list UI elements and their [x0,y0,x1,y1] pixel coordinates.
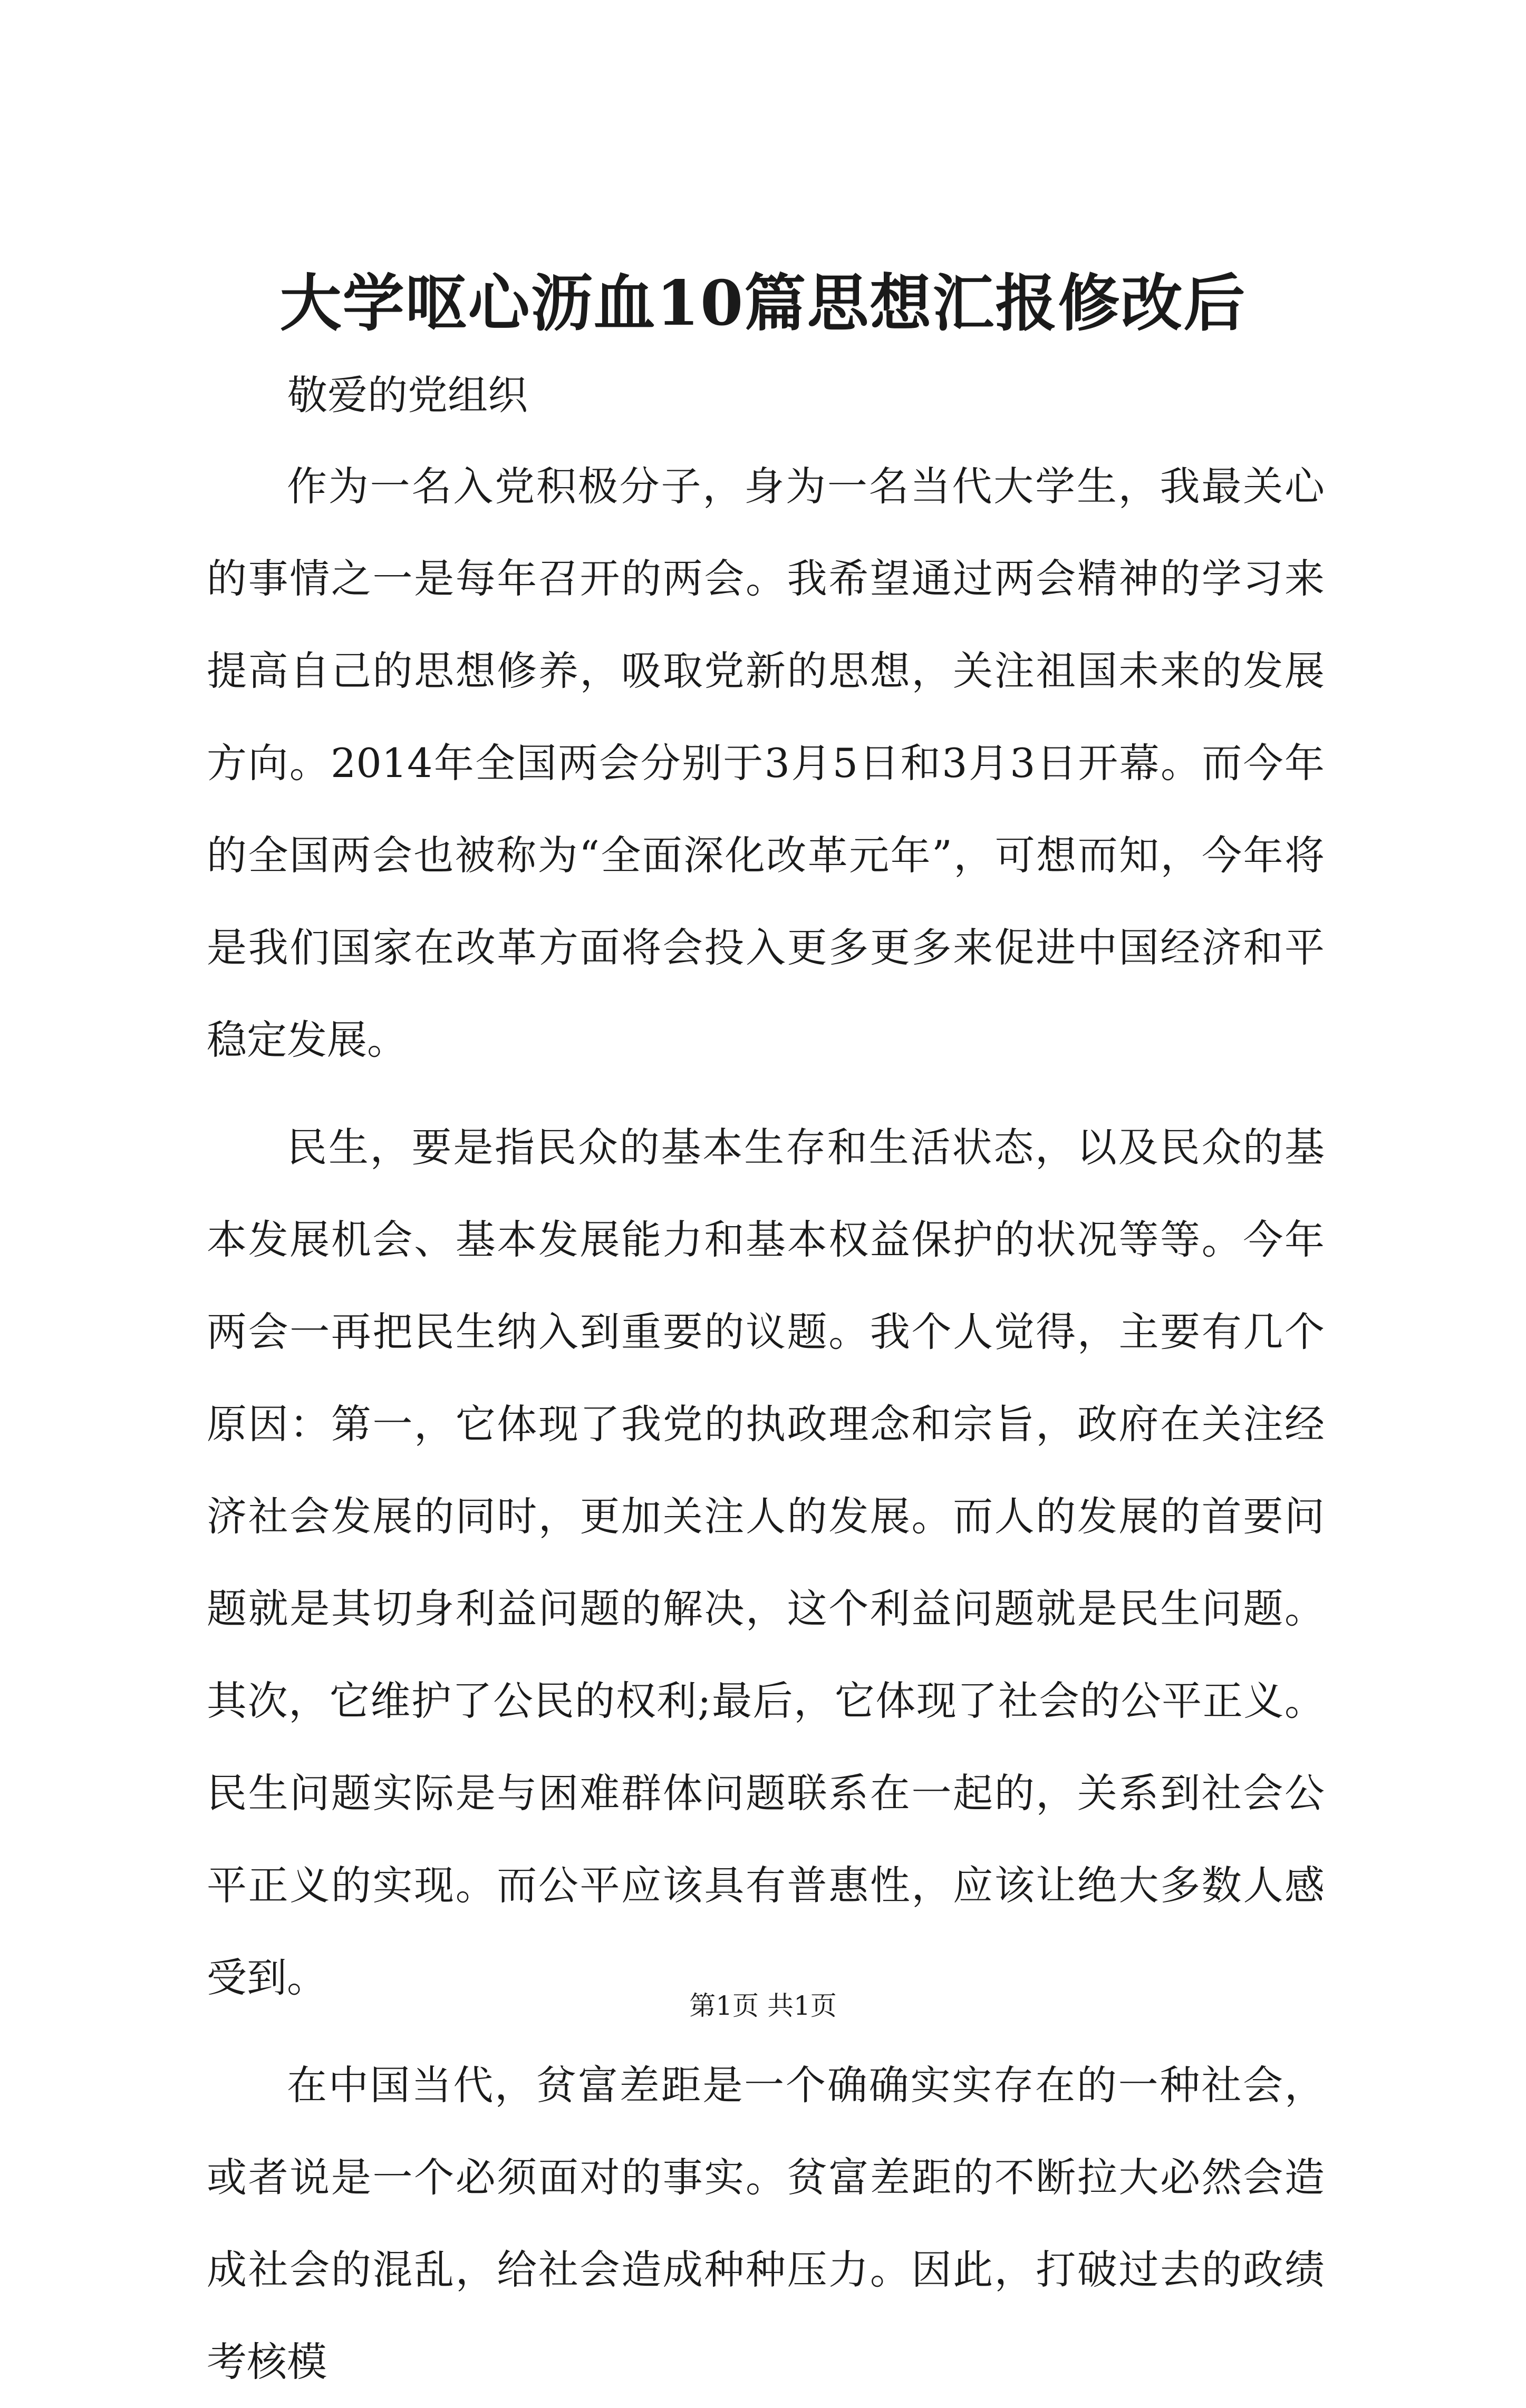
paragraph-2: 民生，要是指民众的基本生存和生活状态，以及民众的基本发展机会、基本发展能力和基本权益保护的状况等等。今年两会一再把民生纳入到重要的议题。我个人觉得，主要有几个原因：第一，它体现了我党的执政理念和宗旨，政府在关注经济社会发展的同时，更加关注人的发展。而人的发展的首要问题就是其切身利益问题的解决，这个利益问题就是民生问题。其次，它维护了公民的权利;最后，它体现了社会的公平正义。民生问题实际是与困难群体问题联系在一起的，关系到社会公平正义的实现。而公平应该具有普惠性，应该让绝大多数人感受到。 [207,1124,1325,2001]
document-body [207,440,1325,2408]
page-footer: 第1页 共1页 [689,1991,837,2021]
salutation: 敬爱的党组织 [287,372,528,419]
paragraph-3: 在中国当代，贫富差距是一个确确实实存在的一种社会，或者说是一个必须面对的事实。贫富差距的不断拉大必然会造成社会的混乱，给社会造成种种压力。因此，打破过去的政绩考核模 [207,2062,1325,2385]
document-title: 大学呕心沥血10篇思想汇报修改后 [279,267,1247,339]
paragraph-1: 作为一名入党积极分子，身为一名当代大学生，我最关心的事情之一是每年召开的两会。我希望通过两会精神的学习来提高自己的思想修养，吸取党新的思想，关注祖国未来的发展方向。2014年全国两会分别于3月5日和3月3日开幕。而今年的全国两会也被称为“全面深化改革元年”，可想而知，今年将是我们国家在改革方面将会投入更多更多来促进中国经济和平稳定发展。 [207,463,1325,1063]
